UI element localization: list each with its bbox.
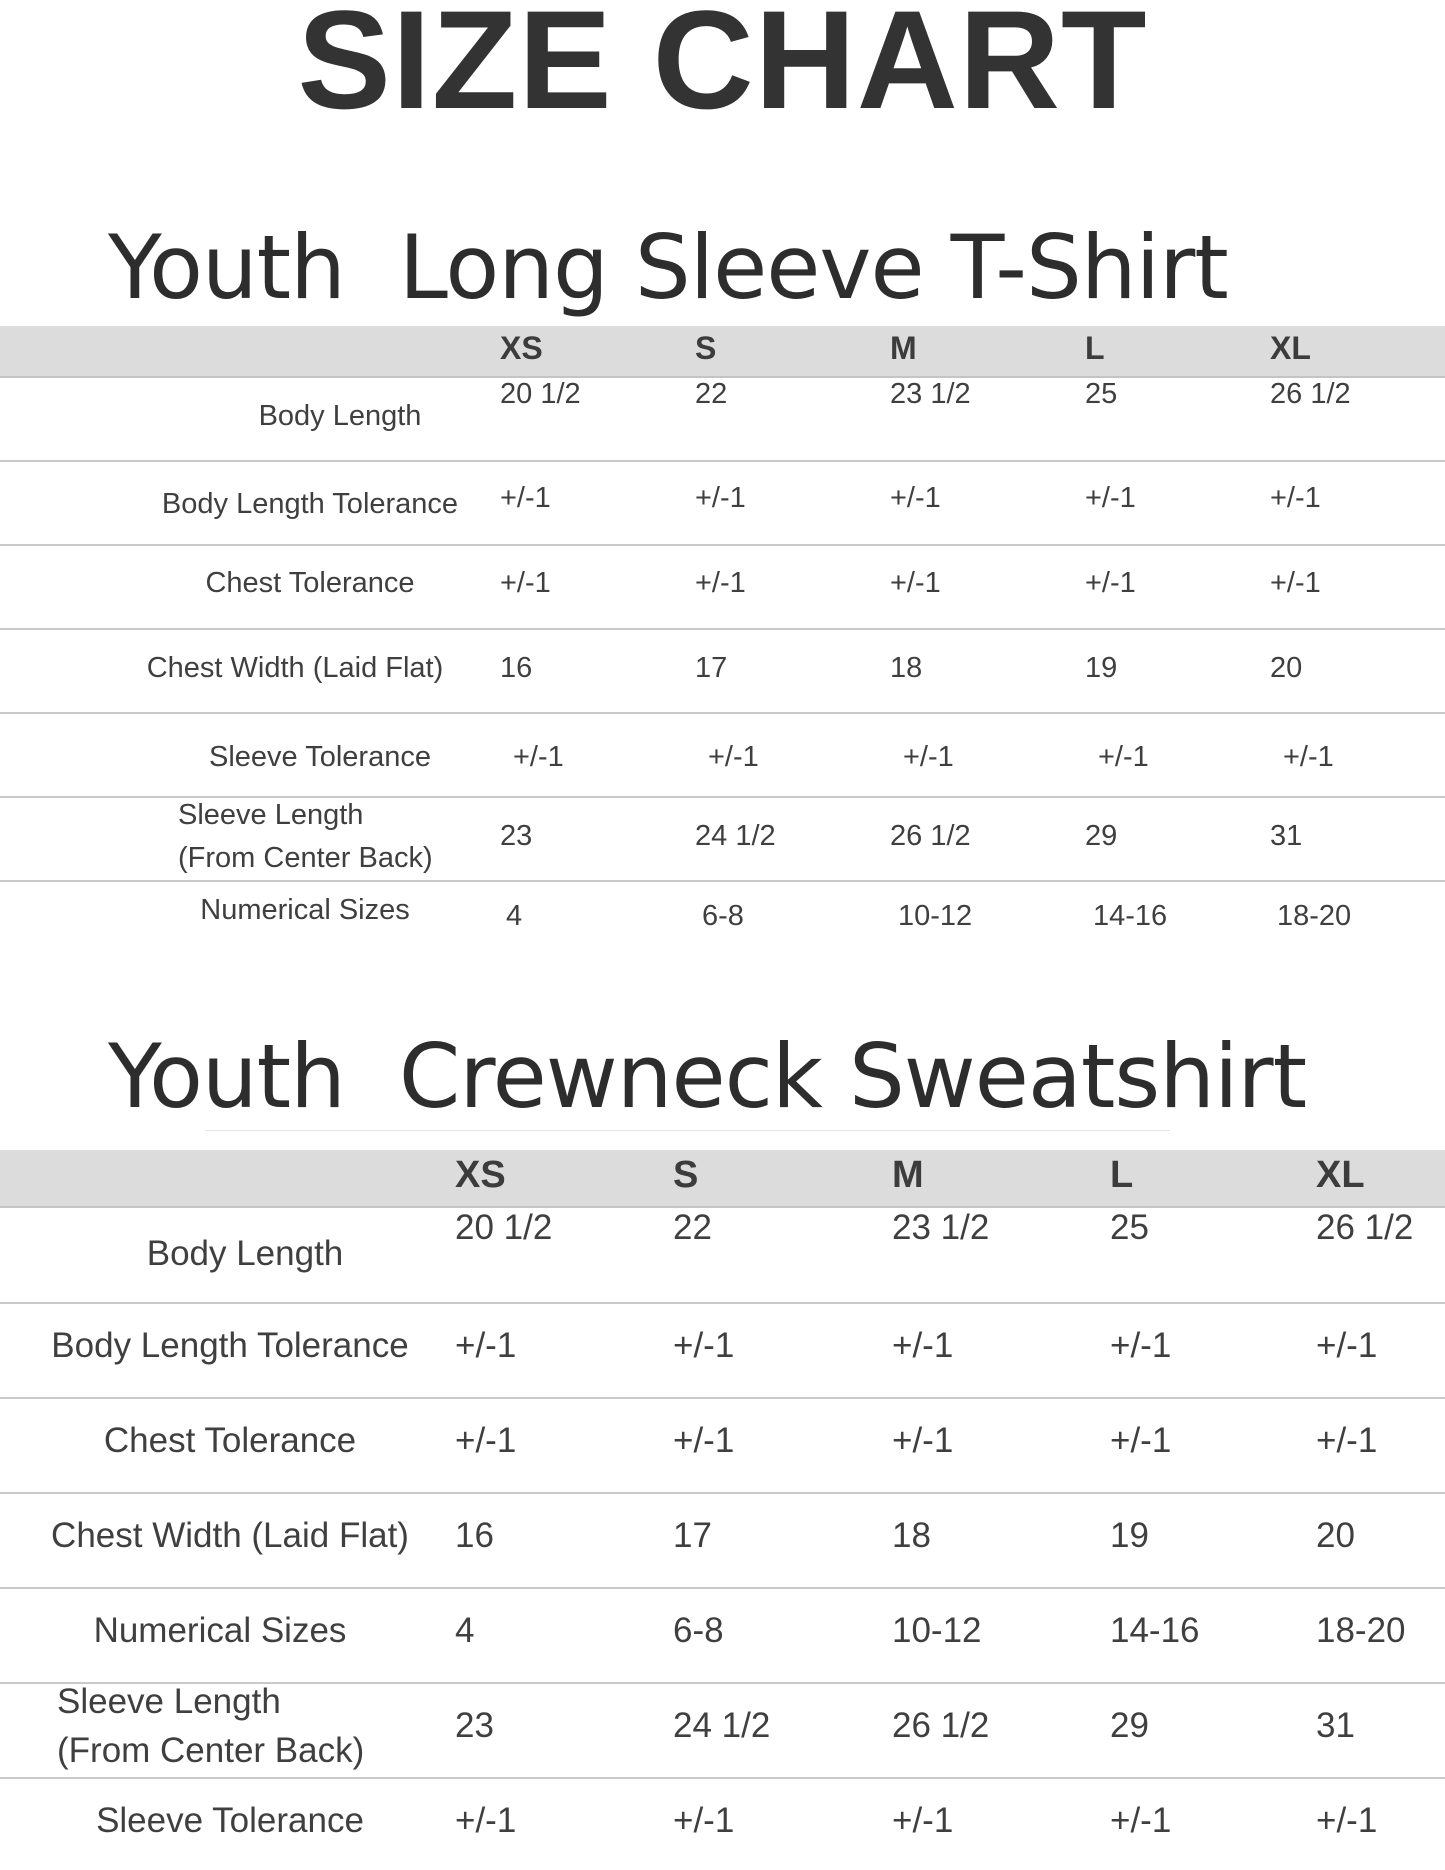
- table-row: [0, 714, 1445, 798]
- table-row: [0, 546, 1445, 630]
- cell-value: 6-8: [702, 900, 744, 932]
- table-header-row: [0, 1150, 1445, 1208]
- table-row: [0, 378, 1445, 462]
- row-label: [178, 794, 498, 880]
- cell-value: 23: [455, 1706, 494, 1745]
- sweatshirt-section-title: Youth Crewneck Sweatshirt: [108, 1025, 1307, 1128]
- cell-value: +/-1: [455, 1421, 517, 1460]
- cell-value: 23 1/2: [890, 378, 971, 410]
- cell-value: +/-1: [1316, 1421, 1378, 1460]
- cell-value: +/-1: [1110, 1421, 1172, 1460]
- header-s: S: [695, 330, 717, 366]
- cell-value: +/-1: [1316, 1801, 1378, 1840]
- table-row: [0, 1589, 1445, 1684]
- cell-value: 20 1/2: [455, 1208, 553, 1247]
- table-row: [0, 1684, 1445, 1779]
- cell-value: 23: [500, 820, 533, 852]
- row-label-line1: Sleeve Length: [57, 1682, 281, 1721]
- row-label: Body Length: [146, 1234, 344, 1273]
- cell-value: +/-1: [1270, 482, 1321, 514]
- cell-value: 18-20: [1316, 1611, 1406, 1650]
- cell-value: 4: [506, 900, 523, 932]
- cell-value: 4: [455, 1611, 475, 1650]
- cell-value: 26 1/2: [892, 1706, 990, 1745]
- cell-value: 17: [673, 1516, 712, 1555]
- header-l: L: [1110, 1154, 1134, 1196]
- cell-value: +/-1: [1085, 482, 1136, 514]
- row-label: Numerical Sizes: [93, 1611, 347, 1650]
- table-header-row: [0, 326, 1445, 378]
- header-s: S: [673, 1154, 699, 1196]
- cell-value: +/-1: [500, 482, 551, 514]
- header-xs: XS: [500, 330, 543, 366]
- cell-value: 26 1/2: [890, 820, 971, 852]
- cell-value: 18: [892, 1516, 931, 1555]
- cell-value: +/-1: [695, 482, 746, 514]
- cell-value: 25: [1110, 1208, 1149, 1247]
- cell-value: +/-1: [892, 1801, 954, 1840]
- table-row: [0, 1494, 1445, 1589]
- cell-value: 18-20: [1277, 900, 1352, 932]
- header-xl: XL: [1270, 330, 1311, 366]
- row-label-line1: Sleeve Length: [178, 799, 364, 831]
- cell-value: 6-8: [673, 1611, 724, 1650]
- cell-value: +/-1: [903, 741, 954, 773]
- cell-value: 10-12: [898, 900, 973, 932]
- cell-value: +/-1: [1316, 1326, 1378, 1365]
- row-label: Numerical Sizes: [200, 894, 410, 926]
- cell-value: +/-1: [1098, 741, 1149, 773]
- cell-value: +/-1: [673, 1801, 735, 1840]
- header-l: L: [1085, 330, 1105, 366]
- table-row: [0, 1304, 1445, 1399]
- header-xl: XL: [1316, 1154, 1365, 1196]
- row-label: Body Length: [258, 400, 422, 432]
- cell-value: 26 1/2: [1316, 1208, 1414, 1247]
- cell-value: +/-1: [1270, 567, 1321, 599]
- cell-value: 24 1/2: [673, 1706, 771, 1745]
- table-row: [0, 1779, 1445, 1859]
- row-label-line2: (From Center Back): [178, 842, 433, 874]
- row-label: Sleeve Tolerance: [96, 1801, 364, 1840]
- tshirt-section-title: Youth Long Sleeve T-Shirt: [108, 216, 1228, 319]
- cell-value: 20: [1316, 1516, 1355, 1555]
- table-row: [0, 462, 1445, 546]
- cell-value: +/-1: [455, 1801, 517, 1840]
- cell-value: 14-16: [1093, 900, 1168, 932]
- cell-value: 19: [1085, 652, 1118, 684]
- cell-value: 19: [1110, 1516, 1149, 1555]
- cell-value: +/-1: [673, 1421, 735, 1460]
- row-label: Sleeve Tolerance: [209, 741, 431, 773]
- page-title: SIZE CHART: [297, 0, 1148, 138]
- cell-value: +/-1: [513, 741, 564, 773]
- cell-value: +/-1: [1110, 1326, 1172, 1365]
- cell-value: 20 1/2: [500, 378, 581, 410]
- cell-value: 18: [890, 652, 923, 684]
- table-row: [0, 1399, 1445, 1494]
- cell-value: +/-1: [455, 1326, 517, 1365]
- row-label: [57, 1677, 417, 1775]
- header-m: M: [890, 330, 917, 366]
- header-xs: XS: [455, 1154, 506, 1196]
- cell-value: +/-1: [1085, 567, 1136, 599]
- cell-value: +/-1: [695, 567, 746, 599]
- row-label: Chest Tolerance: [103, 1421, 357, 1460]
- cell-value: 23 1/2: [892, 1208, 990, 1247]
- cell-value: 16: [455, 1516, 494, 1555]
- table-row: [0, 882, 1445, 964]
- cell-value: +/-1: [673, 1326, 735, 1365]
- table-row: [0, 630, 1445, 714]
- row-label: Body Length Tolerance: [161, 488, 459, 520]
- cell-value: 29: [1085, 820, 1118, 852]
- table-row: [0, 798, 1445, 882]
- row-label-line2: (From Center Back): [57, 1731, 365, 1770]
- cell-value: 22: [695, 378, 728, 410]
- cell-value: +/-1: [890, 567, 941, 599]
- cell-value: 24 1/2: [695, 820, 776, 852]
- cell-value: 25: [1085, 378, 1118, 410]
- row-label: Chest Tolerance: [205, 567, 415, 599]
- cell-value: 14-16: [1110, 1611, 1200, 1650]
- header-m: M: [892, 1154, 924, 1196]
- row-label: Chest Width (Laid Flat): [51, 1516, 409, 1555]
- table-row: [0, 1208, 1445, 1304]
- row-label: Body Length Tolerance: [51, 1326, 409, 1365]
- cell-value: +/-1: [1283, 741, 1334, 773]
- cell-value: +/-1: [708, 741, 759, 773]
- cell-value: 20: [1270, 652, 1303, 684]
- cell-value: +/-1: [500, 567, 551, 599]
- cell-value: 31: [1316, 1706, 1355, 1745]
- cell-value: +/-1: [892, 1326, 954, 1365]
- cell-value: 31: [1270, 820, 1303, 852]
- cell-value: 26 1/2: [1270, 378, 1351, 410]
- title-underline: [205, 1130, 1170, 1131]
- cell-value: +/-1: [892, 1421, 954, 1460]
- cell-value: 10-12: [892, 1611, 982, 1650]
- cell-value: +/-1: [890, 482, 941, 514]
- cell-value: 29: [1110, 1706, 1149, 1745]
- cell-value: 16: [500, 652, 533, 684]
- row-label: Chest Width (Laid Flat): [146, 652, 444, 684]
- cell-value: +/-1: [1110, 1801, 1172, 1840]
- cell-value: 22: [673, 1208, 712, 1247]
- cell-value: 17: [695, 652, 728, 684]
